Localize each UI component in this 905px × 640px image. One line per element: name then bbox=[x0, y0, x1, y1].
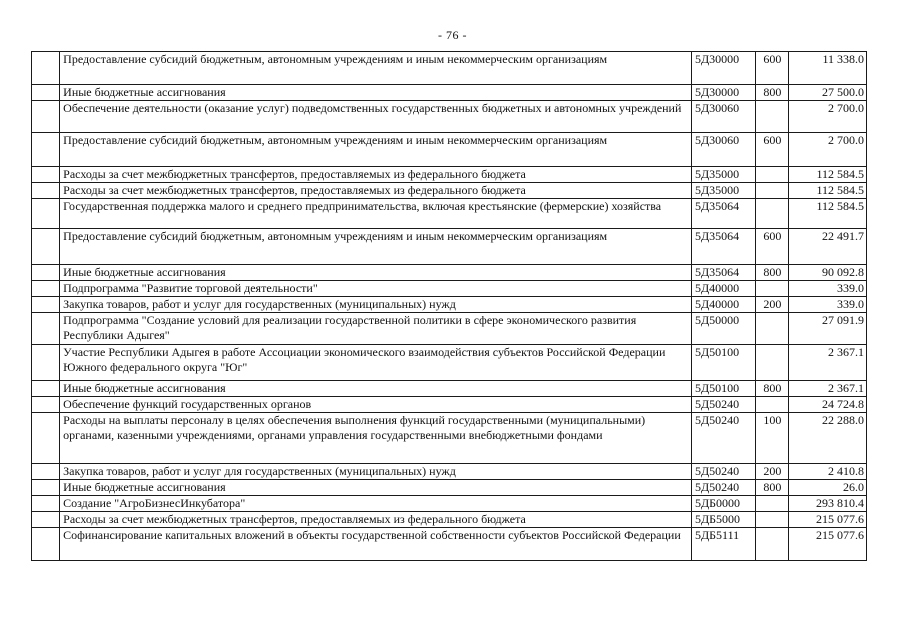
row-name-cell: Расходы за счет межбюджетных трансфертов, предоставляемых из федерального бюджета bbox=[60, 183, 692, 199]
row-margin-cell bbox=[32, 297, 60, 313]
row-margin-cell bbox=[32, 345, 60, 381]
row-margin-cell bbox=[32, 528, 60, 561]
row-amount-cell: 27 500.0 bbox=[788, 85, 867, 101]
row-name-cell: Участие Республики Адыгея в работе Ассоциации экономического взаимодействия субъектов Российской Федерации Южного федерального округа "Юг" bbox=[60, 345, 692, 381]
table-row bbox=[32, 297, 867, 313]
row-code-cell: 5Д35064 bbox=[691, 199, 755, 229]
row-amount-cell: 215 077.6 bbox=[788, 528, 867, 561]
table-row bbox=[32, 313, 867, 345]
row-code-cell: 5Д35064 bbox=[691, 229, 755, 265]
row-margin-cell bbox=[32, 199, 60, 229]
row-amount-cell: 339.0 bbox=[788, 281, 867, 297]
row-margin-cell bbox=[32, 496, 60, 512]
row-code-cell: 5Д35000 bbox=[691, 183, 755, 199]
budget-table-body bbox=[32, 52, 867, 561]
table-row bbox=[32, 464, 867, 480]
row-code-cell: 5Д30060 bbox=[691, 101, 755, 133]
row-margin-cell bbox=[32, 313, 60, 345]
row-name-cell: Подпрограмма "Создание условий для реализации государственной политики в сфере экономического развития Республики Адыгея" bbox=[60, 313, 692, 345]
row-type-cell: 800 bbox=[756, 265, 788, 281]
row-margin-cell bbox=[32, 229, 60, 265]
row-name-cell: Иные бюджетные ассигнования bbox=[60, 480, 692, 496]
row-code-cell: 5Д40000 bbox=[691, 297, 755, 313]
row-code-cell: 5Д30060 bbox=[691, 133, 755, 167]
table-row bbox=[32, 397, 867, 413]
row-margin-cell bbox=[32, 85, 60, 101]
row-margin-cell bbox=[32, 183, 60, 199]
row-type-cell: 600 bbox=[756, 229, 788, 265]
row-code-cell: 5Д50000 bbox=[691, 313, 755, 345]
row-name-cell: Иные бюджетные ассигнования bbox=[60, 381, 692, 397]
table-row bbox=[32, 381, 867, 397]
row-name-cell: Предоставление субсидий бюджетным, автономным учреждениям и иным некоммерческим организациям bbox=[60, 133, 692, 167]
row-amount-cell: 293 810.4 bbox=[788, 496, 867, 512]
row-margin-cell bbox=[32, 52, 60, 85]
table-row bbox=[32, 133, 867, 167]
table-row bbox=[32, 281, 867, 297]
row-code-cell: 5Д50100 bbox=[691, 381, 755, 397]
table-row bbox=[32, 167, 867, 183]
row-type-cell: 800 bbox=[756, 381, 788, 397]
row-name-cell: Создание "АгроБизнесИнкубатора" bbox=[60, 496, 692, 512]
row-margin-cell bbox=[32, 101, 60, 133]
row-amount-cell: 2 700.0 bbox=[788, 101, 867, 133]
table-row bbox=[32, 101, 867, 133]
table-row bbox=[32, 528, 867, 561]
row-name-cell: Расходы за счет межбюджетных трансфертов, предоставляемых из федерального бюджета bbox=[60, 512, 692, 528]
row-name-cell: Обеспечение функций государственных органов bbox=[60, 397, 692, 413]
row-code-cell: 5ДБ5000 bbox=[691, 512, 755, 528]
row-amount-cell: 2 410.8 bbox=[788, 464, 867, 480]
row-amount-cell: 27 091.9 bbox=[788, 313, 867, 345]
row-type-cell bbox=[756, 183, 788, 199]
row-type-cell: 800 bbox=[756, 480, 788, 496]
row-margin-cell bbox=[32, 512, 60, 528]
row-name-cell: Предоставление субсидий бюджетным, автономным учреждениям и иным некоммерческим организациям bbox=[60, 229, 692, 265]
row-amount-cell: 112 584.5 bbox=[788, 167, 867, 183]
row-type-cell: 600 bbox=[756, 133, 788, 167]
row-amount-cell: 2 700.0 bbox=[788, 133, 867, 167]
row-code-cell: 5Д35064 bbox=[691, 265, 755, 281]
row-name-cell: Иные бюджетные ассигнования bbox=[60, 85, 692, 101]
row-name-cell: Подпрограмма "Развитие торговой деятельности" bbox=[60, 281, 692, 297]
table-row bbox=[32, 512, 867, 528]
row-amount-cell: 339.0 bbox=[788, 297, 867, 313]
row-amount-cell: 22 491.7 bbox=[788, 229, 867, 265]
row-amount-cell: 24 724.8 bbox=[788, 397, 867, 413]
row-type-cell bbox=[756, 345, 788, 381]
row-code-cell: 5Д35000 bbox=[691, 167, 755, 183]
row-name-cell: Закупка товаров, работ и услуг для государственных (муниципальных) нужд bbox=[60, 297, 692, 313]
row-type-cell bbox=[756, 313, 788, 345]
row-type-cell: 200 bbox=[756, 297, 788, 313]
row-code-cell: 5Д50240 bbox=[691, 480, 755, 496]
row-margin-cell bbox=[32, 265, 60, 281]
row-code-cell: 5ДБ0000 bbox=[691, 496, 755, 512]
row-amount-cell: 2 367.1 bbox=[788, 381, 867, 397]
table-row bbox=[32, 229, 867, 265]
row-code-cell: 5ДБ5111 bbox=[691, 528, 755, 561]
table-row bbox=[32, 265, 867, 281]
row-type-cell: 100 bbox=[756, 413, 788, 464]
row-type-cell bbox=[756, 528, 788, 561]
table-row bbox=[32, 52, 867, 85]
row-margin-cell bbox=[32, 397, 60, 413]
row-margin-cell bbox=[32, 413, 60, 464]
table-row bbox=[32, 345, 867, 381]
row-code-cell: 5Д50240 bbox=[691, 397, 755, 413]
row-type-cell: 800 bbox=[756, 85, 788, 101]
row-type-cell bbox=[756, 167, 788, 183]
row-amount-cell: 112 584.5 bbox=[788, 183, 867, 199]
row-code-cell: 5Д50100 bbox=[691, 345, 755, 381]
row-type-cell bbox=[756, 496, 788, 512]
budget-table bbox=[31, 51, 867, 561]
row-amount-cell: 22 288.0 bbox=[788, 413, 867, 464]
row-name-cell: Расходы за счет межбюджетных трансфертов, предоставляемых из федерального бюджета bbox=[60, 167, 692, 183]
row-code-cell: 5Д30000 bbox=[691, 85, 755, 101]
table-row bbox=[32, 85, 867, 101]
row-margin-cell bbox=[32, 281, 60, 297]
row-code-cell: 5Д30000 bbox=[691, 52, 755, 85]
table-row bbox=[32, 413, 867, 464]
row-margin-cell bbox=[32, 133, 60, 167]
row-margin-cell bbox=[32, 167, 60, 183]
row-name-cell: Государственная поддержка малого и среднего предпринимательства, включая крестьянские (фермерские) хозяйства bbox=[60, 199, 692, 229]
table-row bbox=[32, 199, 867, 229]
row-type-cell: 200 bbox=[756, 464, 788, 480]
row-code-cell: 5Д50240 bbox=[691, 464, 755, 480]
row-amount-cell: 2 367.1 bbox=[788, 345, 867, 381]
row-margin-cell bbox=[32, 480, 60, 496]
row-name-cell: Иные бюджетные ассигнования bbox=[60, 265, 692, 281]
row-code-cell: 5Д40000 bbox=[691, 281, 755, 297]
page-number: - 76 - bbox=[438, 28, 467, 42]
row-name-cell: Обеспечение деятельности (оказание услуг) подведомственных государственных бюджетных и автономных учреждений bbox=[60, 101, 692, 133]
row-type-cell bbox=[756, 397, 788, 413]
row-type-cell bbox=[756, 101, 788, 133]
row-amount-cell: 215 077.6 bbox=[788, 512, 867, 528]
row-type-cell bbox=[756, 281, 788, 297]
row-type-cell: 600 bbox=[756, 52, 788, 85]
row-amount-cell: 90 092.8 bbox=[788, 265, 867, 281]
row-amount-cell: 112 584.5 bbox=[788, 199, 867, 229]
row-amount-cell: 11 338.0 bbox=[788, 52, 867, 85]
row-code-cell: 5Д50240 bbox=[691, 413, 755, 464]
row-name-cell: Закупка товаров, работ и услуг для государственных (муниципальных) нужд bbox=[60, 464, 692, 480]
row-type-cell bbox=[756, 512, 788, 528]
row-name-cell: Расходы на выплаты персоналу в целях обеспечения выполнения функций государственными (муниципальными) органами, казенными учреждениями, органами управления государственными внебюджетными фондами bbox=[60, 413, 692, 464]
row-type-cell bbox=[756, 199, 788, 229]
row-margin-cell bbox=[32, 464, 60, 480]
row-name-cell: Предоставление субсидий бюджетным, автономным учреждениям и иным некоммерческим организациям bbox=[60, 52, 692, 85]
row-name-cell: Софинансирование капитальных вложений в объекты государственной собственности субъектов Российской Федерации bbox=[60, 528, 692, 561]
table-row bbox=[32, 496, 867, 512]
table-row bbox=[32, 480, 867, 496]
row-margin-cell bbox=[32, 381, 60, 397]
row-amount-cell: 26.0 bbox=[788, 480, 867, 496]
table-row bbox=[32, 183, 867, 199]
